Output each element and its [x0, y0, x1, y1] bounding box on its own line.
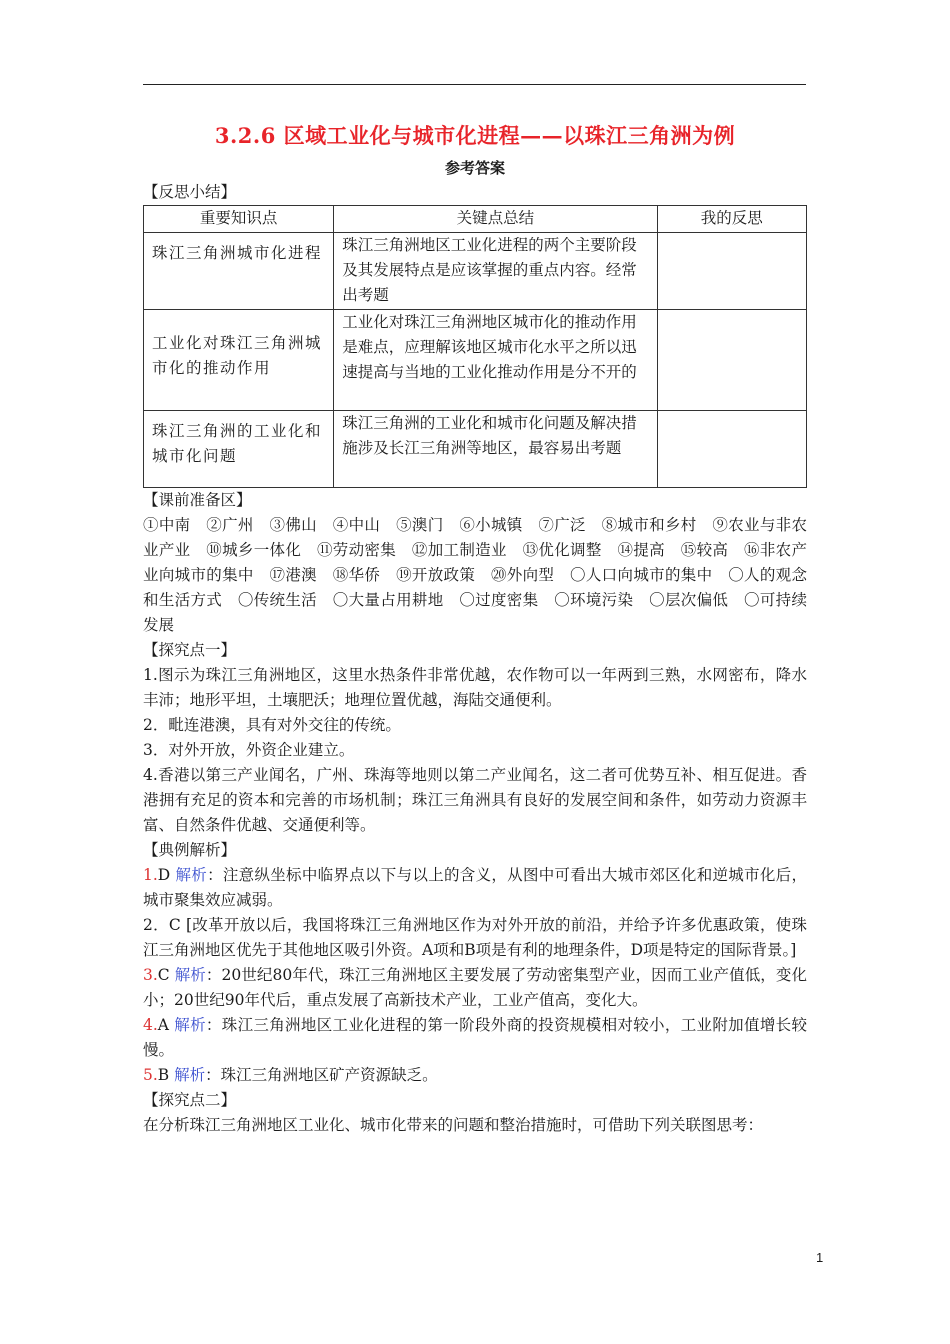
key-summary-cell: 工业化对珠江三角洲地区城市化的推动作用是难点，应理解该地区城市化水平之所以迅速提高与当地的工业化推动作用是分不开的	[334, 310, 657, 411]
knowledge-point-cell: 珠江三角洲的工业化和城市化问题	[144, 411, 334, 488]
table-row	[144, 233, 807, 310]
prep-answers: ①中南 ②广州 ③佛山 ④中山 ⑤澳门 ⑥小城镇 ⑦广泛 ⑧城市和乡村 ⑨农业与非农业产业 ⑩城乡一体化 ⑪劳动密集 ⑫加工制造业 ⑬优化调整 ⑭提高 ⑮较高 ⑯非农产业向城市的集中 ⑰港澳 ⑱华侨 ⑲开放政策 ⑳外向型 〇人口向城市的集中 〇人的观念和生活方式 〇传统生活 〇大量占用耕地 〇过度密集 〇环境污染 〇层次偏低 〇可持续发展	[143, 516, 807, 634]
analysis-text: ：注意纵坐标中临界点以下与以上的含义，从图中可看出大城市郊区化和逆城市化后，城市聚集效应减弱。	[143, 866, 807, 909]
document-body	[143, 180, 807, 1138]
section-heading-reflection: 【反思小结】	[143, 183, 237, 201]
table-row	[144, 411, 807, 488]
analysis-text: [改革开放以后，我国将珠江三角洲地区作为对外开放的前沿，并给予许多优惠政策，使珠江三角洲地区优先于其他地区吸引外资。A项和B项是有利的地理条件，D项是特定的国际背景。]	[143, 916, 807, 959]
analysis-text: ：珠江三角洲地区工业化进程的第一阶段外商的投资规模相对较小，工业附加值增长较慢。	[143, 1016, 807, 1059]
answer-choice: A	[157, 1016, 169, 1034]
example-answer-1	[143, 863, 807, 913]
explore2-text: 在分析珠江三角洲地区工业化、城市化带来的问题和整治措施时，可借助下列关联图思考：	[143, 1116, 764, 1134]
analysis-label: 解析	[175, 866, 208, 884]
table-header-row	[144, 206, 807, 233]
answer-choice: B	[157, 1066, 170, 1084]
table-header-cell: 我的反思	[657, 206, 806, 233]
my-reflection-cell	[657, 233, 806, 310]
header-rule	[143, 84, 806, 85]
section-heading-explore1: 【探究点一】	[143, 641, 237, 659]
question-number: 3.	[143, 966, 158, 984]
knowledge-point-cell: 珠江三角洲城市化进程	[144, 233, 334, 310]
explore1-item: 1.图示为珠江三角洲地区，这里水热条件非常优越，农作物可以一年两到三熟，水网密布，降水丰沛；地形平坦，土壤肥沃；地理位置优越，海陆交通便利。	[143, 666, 807, 709]
key-summary-cell: 珠江三角洲的工业化和城市化问题及解决措施涉及长江三角洲等地区，最容易出考题	[334, 411, 657, 488]
example-answer-4	[143, 1013, 807, 1063]
reflection-table	[143, 205, 807, 488]
analysis-label: 解析	[174, 1016, 206, 1034]
analysis-text: ：珠江三角洲地区矿产资源缺乏。	[205, 1066, 438, 1084]
knowledge-point-cell: 工业化对珠江三角洲城市化的推动作用	[144, 310, 334, 411]
question-number: 2．	[143, 916, 169, 934]
analysis-text: ：20世纪80年代，珠江三角洲地区主要发展了劳动密集型产业，因而工业产值低，变化小；20世纪90年代后，重点发展了高新技术产业，工业产值高，变化大。	[143, 966, 807, 1009]
question-number: 5.	[143, 1066, 158, 1084]
explore1-item: 3．对外开放，外资企业建立。	[143, 741, 355, 759]
answer-choice: D	[157, 866, 171, 884]
question-number: 4.	[143, 1016, 158, 1034]
page-title: 3.2.6 区域工业化与城市化进程——以珠江三角洲为例	[214, 123, 736, 148]
key-summary-cell: 珠江三角洲地区工业化进程的两个主要阶段及其发展特点是应该掌握的重点内容。经常出考题	[334, 233, 657, 310]
page-number: 1	[816, 1250, 824, 1265]
answer-choice: C	[168, 916, 181, 934]
table-header-cell: 关键点总结	[334, 206, 657, 233]
table-row	[144, 310, 807, 411]
table-header-cell: 重要知识点	[144, 206, 334, 233]
example-answer-3	[143, 963, 807, 1013]
analysis-label: 解析	[174, 1066, 206, 1084]
section-heading-examples: 【典例解析】	[143, 841, 237, 859]
section-heading-explore2: 【探究点二】	[143, 1091, 237, 1109]
explore1-item: 2．毗连港澳，具有对外交往的传统。	[143, 716, 401, 734]
my-reflection-cell	[657, 310, 806, 411]
example-answer-2	[143, 913, 807, 963]
question-number: 1.	[143, 866, 158, 884]
section-heading-prep: 【课前准备区】	[143, 491, 252, 509]
answer-choice: C	[157, 966, 170, 984]
my-reflection-cell	[657, 411, 806, 488]
page-subtitle: 参考答案	[444, 159, 505, 177]
example-answer-5	[143, 1063, 807, 1088]
analysis-label: 解析	[174, 966, 206, 984]
explore1-item: 4.香港以第三产业闻名，广州、珠海等地则以第二产业闻名，这二者可优势互补、相互促进。香港拥有充足的资本和完善的市场机制；珠江三角洲具有良好的发展空间和条件，如劳动力资源丰富、自然条件优越、交通便利等。	[143, 766, 807, 834]
